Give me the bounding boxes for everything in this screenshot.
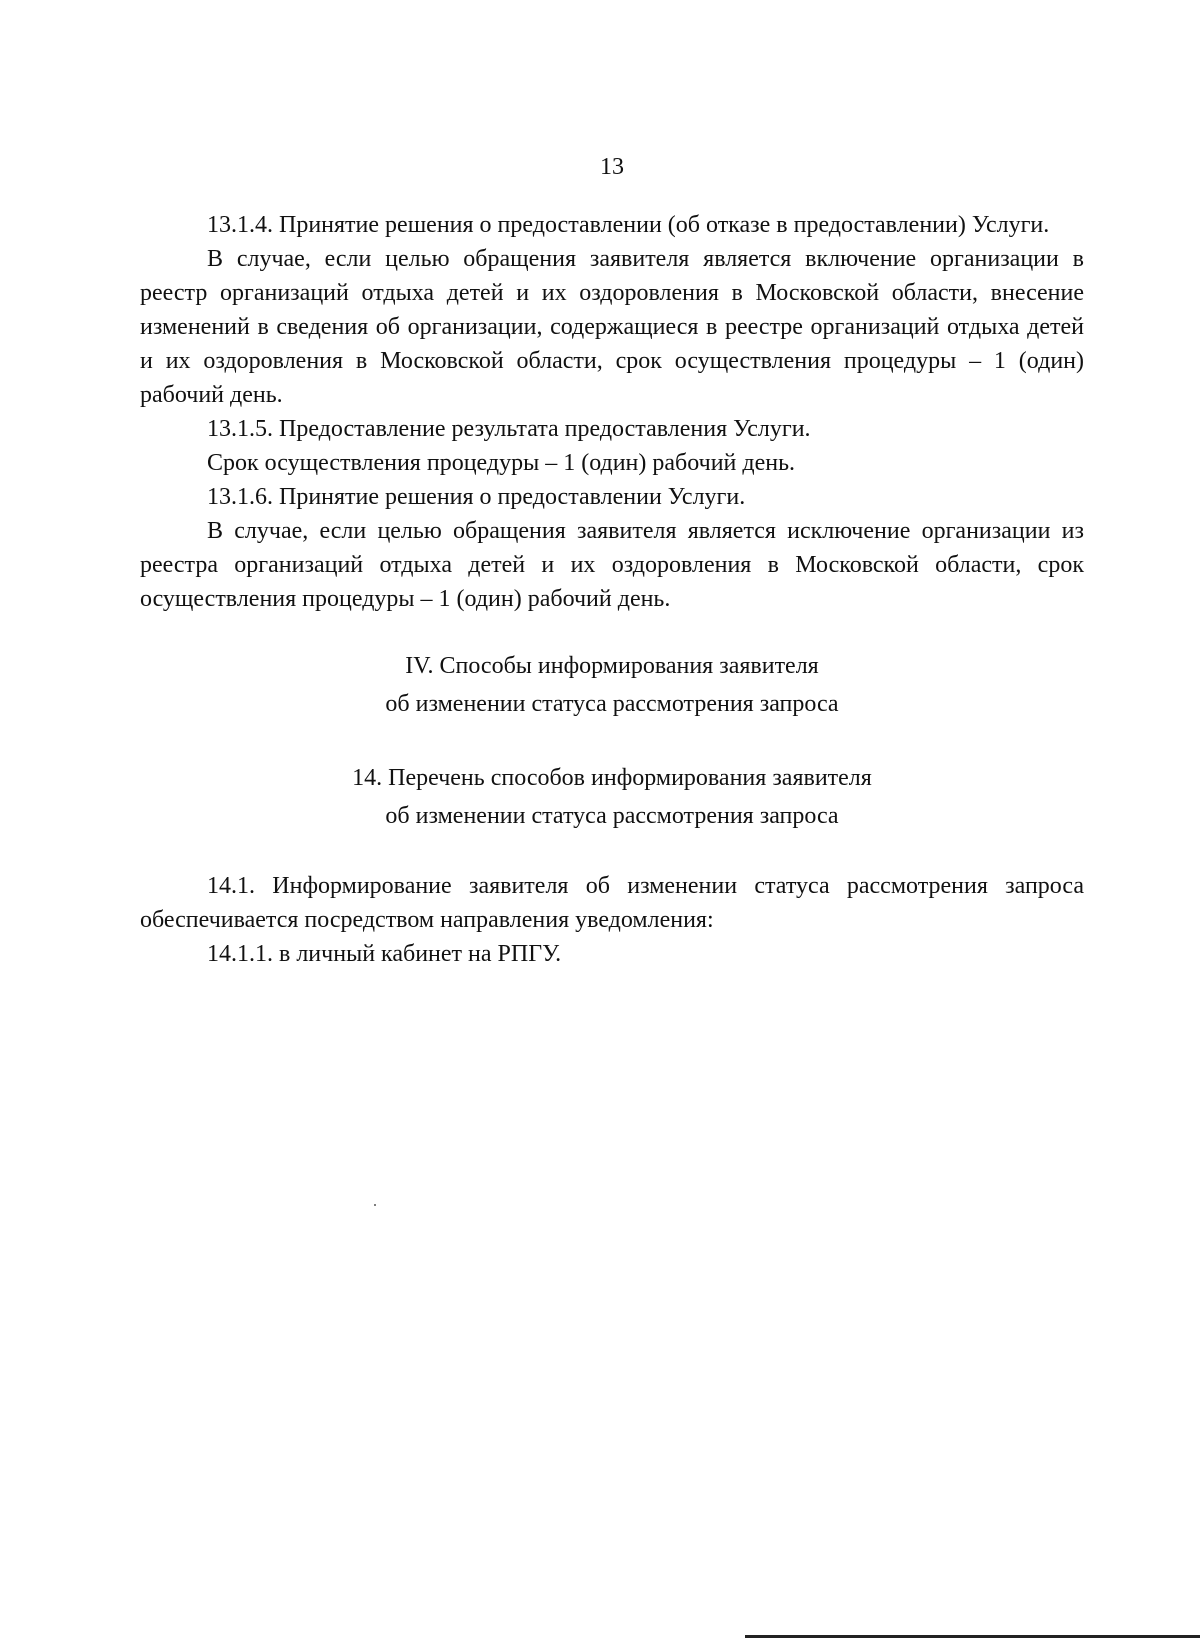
spacer (140, 835, 1084, 869)
page-number: 13 (600, 154, 624, 180)
paragraph-13-1-5: 13.1.5. Предоставление результата предоставления Услуги. (207, 416, 811, 442)
spacer (140, 723, 1084, 759)
bottom-edge-rule (745, 1635, 1200, 1638)
paragraph-inclusion-term: В случае, если целью обращения заявителя является включение организации в реестр организаций отдыха детей и их оздоровления в Московской области, внесение изменений в сведения об организации, содержащиеся в реестре организаций отдыха детей и их оздоровления в Московской области, срок осуществления процедуры – 1 (один) рабочий день. (140, 246, 1084, 408)
paragraph-exclusion-term: В случае, если целью обращения заявителя является исключение организации из реестра организаций отдыха детей и их оздоровления в Московской области, срок осуществления процедуры – 1 (один) рабочий день. (140, 518, 1084, 612)
paragraph-13-1-6: 13.1.6. Принятие решения о предоставлении Услуги. (207, 484, 746, 510)
section-heading-line-2: об изменении статуса рассмотрения запроса (385, 691, 839, 717)
document-body (140, 208, 1084, 971)
section-heading-line-1: IV. Способы информирования заявителя (405, 653, 819, 679)
subsection-heading-line-2: об изменении статуса рассмотрения запроса (385, 803, 839, 829)
spacer (140, 616, 1084, 647)
scan-artifact-dot (374, 1204, 376, 1206)
paragraph-14-1-1: 14.1.1. в личный кабинет на РПГУ. (207, 941, 562, 967)
subsection-heading-line-1: 14. Перечень способов информирования заявителя (352, 765, 872, 791)
paragraph-13-1-4: 13.1.4. Принятие решения о предоставлении (об отказе в предоставлении) Услуги. (207, 212, 1050, 238)
paragraph-procedure-term: Срок осуществления процедуры – 1 (один) рабочий день. (207, 450, 796, 476)
paragraph-14-1: 14.1. Информирование заявителя об изменении статуса рассмотрения запроса обеспечивается посредством направления уведомления: (140, 873, 1084, 933)
